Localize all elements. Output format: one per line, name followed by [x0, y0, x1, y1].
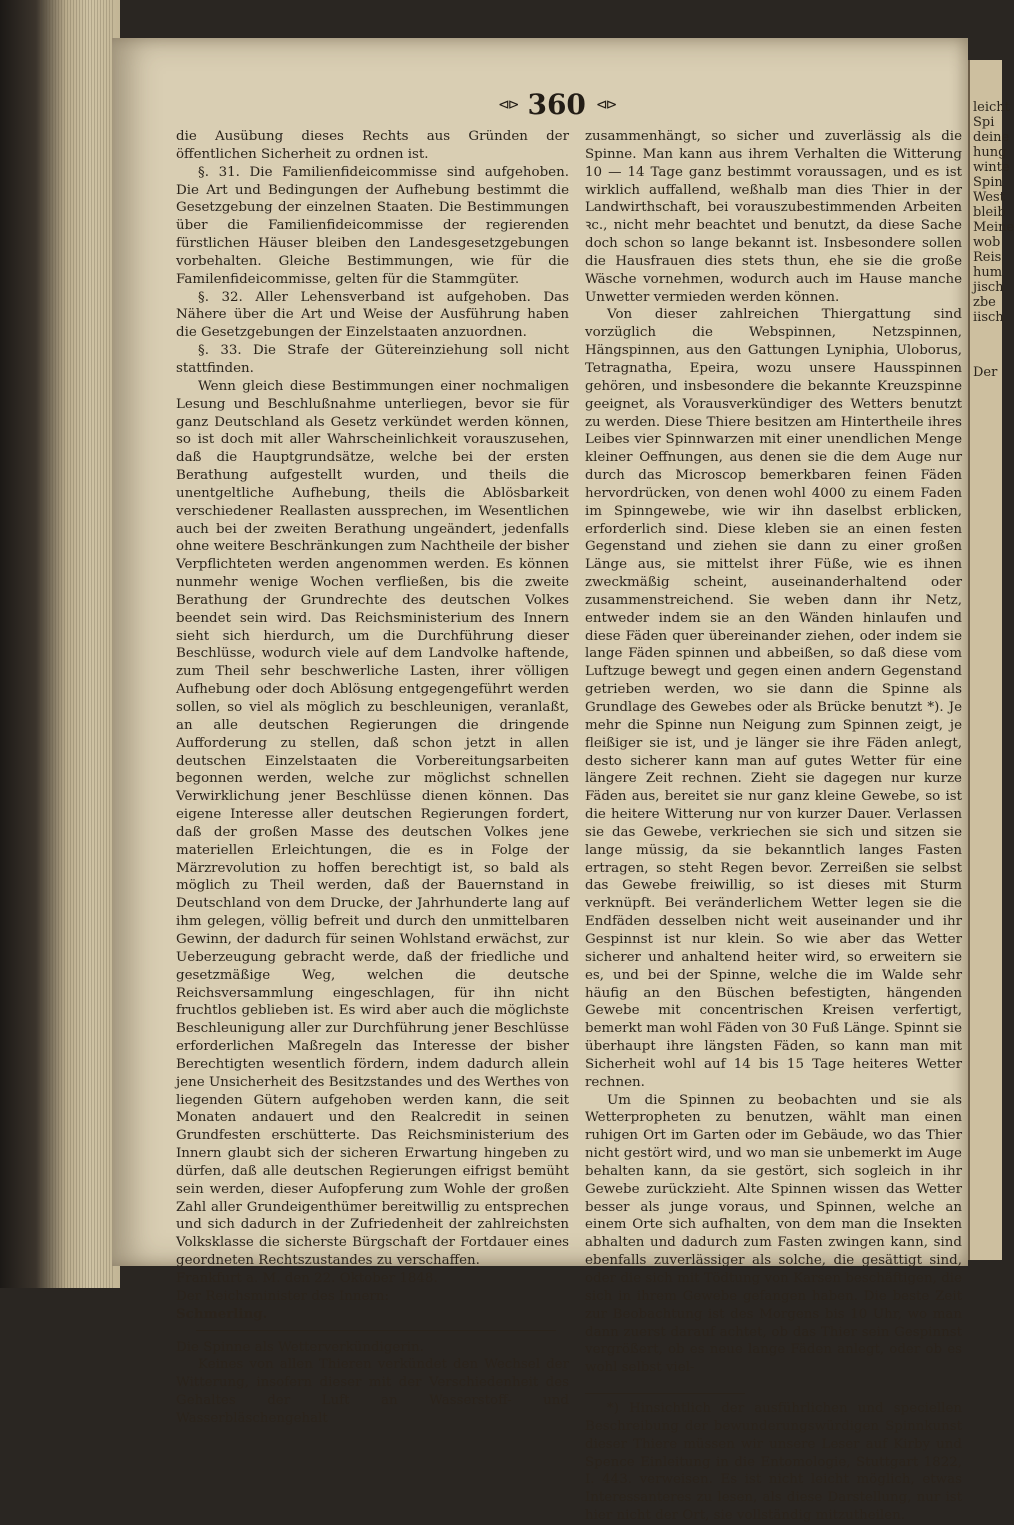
ornament-right-icon: ⊲⊳: [595, 96, 616, 113]
article-title: Die Spinne als Wetterverkündigerin.: [176, 1339, 424, 1355]
fragment: iisch: [973, 310, 1004, 325]
fragment: zbe: [973, 295, 996, 310]
fragment: bleib: [973, 205, 1006, 220]
paragraph-section-32: §. 32. Aller Lehensverband ist aufgehoben. Das Nähere über die Art und Weise der Ausführung haben die Gesetzgebungen der Einzelstaaten anzuordnen.: [176, 289, 569, 341]
fragment: Spi: [973, 115, 995, 130]
ornament-left-icon: ⊲⊳: [498, 96, 518, 113]
section-divider: [196, 1330, 556, 1331]
paragraph: zusammenhängt, so sicher und zuverlässig als die Spinne. Man kann aus ihrem Verhalten die Witterung 10 — 14 Tage ganz bestimmt voraussagen, und es ist wirklich auffallend, weßhalb man dies Thier in der Landwirthschaft, bei vorauszubestimmenden Arbeiten ꝛc., nicht mehr beachtet und benutzt, da diese Sache doch schon so lange bekannt ist. Insbesondere sollen die Hausfrauen dies stets thun, ehe sie die große Wäsche vornehmen, wodurch auch im Hause manche Unwetter vermieden werden können.: [585, 129, 962, 305]
page-header: [498, 88, 615, 121]
footnote: *) Hinsichtlich der ausführlichen und speciellen Beschreibung der bewunderungswürdigen Spinnkunst dieser Thiere müssen wir unsere Leser auf Kirby und Spence Einleitung in die Entomologie, Stuttgart 1822, I. 443. verweisen. Es ist nicht leicht möglich, etwas Interessanteres zu lesen, als diese Darstellung, nur ist hier nicht der Ort, sie vollständig mitzutheilen.: [585, 1401, 962, 1524]
paragraph: Wenn gleich diese Bestimmungen einer nochmaligen Lesung und Beschlußnahme unterliegen, bevor sie für ganz Deutschland als Gesetz verkündet werden können, so ist doch mit aller Wahrscheinlichkeit vorauszusehen, daß die Hauptgrundsätze, welche bei der ersten Berathung aufgestellt wurden, und theils die unentgeltliche Aufhebung, theils die Ablösbarkeit verschiedener Reallasten aussprechen, im Wesentlichen auch bei der zweiten Berathung ungeändert, jedenfalls ohne weitere Beschränkungen zum Nachtheile der bisher Verpflichteten werden angenommen werden. Es können nunmehr wenige Wochen verfließen, bis die zweite Berathung der Grundrechte des deutschen Volkes beendet sein wird. Das Reichsministerium des Innern sieht sich hierdurch, um die Durchführung dieser Beschlüsse, wodurch viele auf dem Landvolke haftende, zum Theil sehr beschwerliche Lasten, ihrer völligen Aufhebung oder doch Ablösung entgegengeführt werden sollen, so viel als möglich zu beschleunigen, veranlaßt, an alle deutschen Regierungen die dringende Aufforderung zu stellen, daß schon jetzt in allen deutschen Einzelstaaten die Vorbereitungsarbeiten begonnen werden, welche zur möglichst schnellen Verwirklichung jener Beschlüsse dienen können. Das eigene Interesse aller deutschen Regierungen fordert, daß der großen Masse des deutschen Volkes jene materiellen Erleichtungen, die es in Folge der Märzrevolution zu hoffen berechtigt ist, so bald als möglich zu Theil werden, daß der Bauernstand in Deutschland von dem Drucke, der Jahrhunderte lang auf ihm gelegen, völlig befreit und durch den unmittelbaren Gewinn, der dadurch für seinen Wohlstand erwächst, zur Ueberzeugung gebracht werde, daß der friedliche und gesetzmäßige Weg, welchen die deutsche Reichsversammlung eingeschlagen, für ihn nicht fruchtlos geblieben ist. Es wird aber auch die möglichste Beschleunigung aller zur Durchführung jener Beschlüsse erforderlichen Maßregeln das Interesse der bisher Berechtigten wesentlich fördern, indem dadurch allein jene Unsicherheit des Besitzstandes und des Werthes von liegenden Gütern aufgehoben werden kann, die seit Monaten andauert und den Realcredit in seinen Grundfesten erschütterte. Das Reichsministerium des Innern glaubt sich der sicheren Erwartung hingeben zu dürfen, daß alle deutschen Regierungen eifrigst bemüht sein werden, dieser Aufopferung zum Wohle der großen Zahl aller Grundeigenthümer bereitwillig zu entsprechen und sich dadurch in der Zufriedenheit der zahlreichsten Volksklasse die sicherste Bürgschaft der Fortdauer eines geordneten Rechtszustandes zu verschaffen.: [176, 378, 569, 1269]
paragraph-section-31: §. 31. Die Familienfideicommisse sind aufgehoben. Die Art und Bedingungen der Aufhebung bestimmt die Gesetzgebung der einzelnen Staaten. Die Bestimmungen über die Familienfideicommisse der regierenden fürstlichen Häuser bleiben den Landesgesetzgebungen vorbehalten. Gleiche Bestimmungen, wie für die Familenfideicommisse, gelten für die Stammgüter.: [176, 164, 569, 287]
fragment: wob: [973, 235, 1001, 250]
paragraph: Um die Spinnen zu beobachten und sie als Wetterpropheten zu benutzen, wählt man einen ruhigen Ort im Garten oder im Gebäude, wo das Thier nicht gestört wird, und wo man sie unbemerkt im Auge behalten kann, da sie gestört, sich sogleich in ihr Gewebe zurückzieht. Alte Spinnen wissen das Wetter besser als junge voraus, und Spinnen, welche an einem Orte sich aufhalten, von dem man die Insekten abhalten und dadurch zum Fasten zwingen kann, sind ebenfalls zuverlässiger als solche, die gesättigt sind, oder die sich mit Tödtung von Karsen beschäftigen, die sich in ihrem Gewebe gefangen haben. Die beste Zeit zur Beobachtung ist des Morgens bis 10 Uhr, wo man dann zuerst darauf achtet, ob das Thier sein Gespinnst vergrößert, ob es neue lange Fäden anlegt, oder ob es wohl selbst viel-: [585, 1092, 962, 1376]
signature-name: Schmerling.: [176, 1305, 268, 1322]
fragment: West: [973, 190, 1005, 205]
fragment: jisch: [973, 280, 1004, 295]
fragment: leicht: [973, 100, 1010, 115]
footnote-divider: [585, 1393, 745, 1394]
fragment: Spin: [973, 175, 1003, 190]
fragment: winte: [973, 160, 1010, 175]
fragment: Meine: [973, 220, 1014, 235]
paragraph: die Ausübung dieses Rechts aus Gründen der öffentlichen Sicherheit zu ordnen ist.: [176, 129, 569, 162]
fragment: deine: [973, 130, 1010, 145]
right-column: [585, 128, 962, 1525]
signature-date: Frankfurt a. M. den 22. Oktober 1848.: [176, 1271, 438, 1286]
fragment: hum: [973, 265, 1003, 280]
book-page-edges: [0, 0, 120, 1288]
fragment: hung: [973, 145, 1007, 160]
fragment: Der: [973, 365, 998, 380]
left-column: [176, 128, 569, 1428]
paragraph: Von dieser zahlreichen Thiergattung sind vorzüglich die Webspinnen, Netzspinnen, Hängspinnen, aus den Gattungen Lyniphia, Uloborus, Tetragnatha, Epeira, wozu unsere Hausspinnen gehören, und insbesondere die bekannte Kreuzspinne geeignet, als Vorausverkündiger des Wetters benutzt zu werden. Diese Thiere besitzen am Hintertheile ihres Leibes vier Spinnwarzen mit einer unendlichen Menge kleiner Oeffnungen, aus denen sie die dem Auge nur durch das Microscop bemerkbaren feinen Fäden hervordrücken, von denen wohl 4000 zu einem Faden im Spinngewebe, wie wir ihn daselbst erblicken, erforderlich sind. Diese kleben sie an einen festen Gegenstand und ziehen sie dann zu einer großen Länge aus, sie mittelst ihrer Füße, wie es ihnen zweckmäßig scheint, auseinanderhaltend oder zusammenstreichend. Sie weben dann ihr Netz, entweder indem sie an den Wänden hinlaufen und diese Fäden quer übereinander ziehen, oder indem sie lange Fäden spinnen und abbeißen, so daß diese vom Luftzuge bewegt und gegen einen andern Gegenstand getrieben werden, wo sie dann die Spinne als Grundlage des Gewebes oder als Brücke benutzt *). Je mehr die Spinne nun Neigung zum Spinnen zeigt, je fleißiger sie ist, und je länger sie ihre Fäden anlegt, desto sicherer kann man auf gutes Wetter für eine längere Zeit rechnen. Zieht sie dagegen nur kurze Fäden aus, bereitet sie nur ganz kleine Gewebe, so ist die heitere Witterung nur von kurzer Dauer. Verlassen sie das Gewebe, verkriechen sie sich und sitzen sie lange müssig, da sie bekanntlich langes Fasten ertragen, so steht Regen bevor. Zerreißen sie selbst das Gewebe freiwillig, so ist dieses mit Sturm verknüpft. Bei veränderlichem Wetter legen sie die Endfäden desselben nicht weit auseinander und ihr Gespinnst ist nur klein. So wie aber das Wetter sicherer und anhaltend heiter wird, so erweitern sie es, und bei der Spinne, welche die im Walde sehr häufig an den Büschen befestigten, hängenden Gewebe mit concentrischen Kreisen verfertigt, bemerkt man wohl Fäden von 30 Fuß Länge. Spinnt sie überhaupt ihre längsten Fäden, so kann man mit Sicherheit wohl auf 14 bis 15 Tage heiteres Wetter rechnen.: [585, 307, 962, 1090]
page-number: 360: [527, 88, 586, 121]
adjacent-page-fragment: [968, 60, 1014, 1260]
signature-title: Der Reichsminister des Innern:: [176, 1288, 389, 1304]
fragment: Reis: [973, 250, 1002, 265]
paragraph-section-33: §. 33. Die Strafe der Gütereinziehung soll nicht stattfinden.: [176, 343, 569, 376]
paragraph: Keines von allen Thieren verkündet den Wechsel der Witterung, insofern dieser mit der Verschiedenheit des Gehaltes der Luft an Wasserstoff- und Wasserbläschengehalt: [176, 1357, 569, 1426]
